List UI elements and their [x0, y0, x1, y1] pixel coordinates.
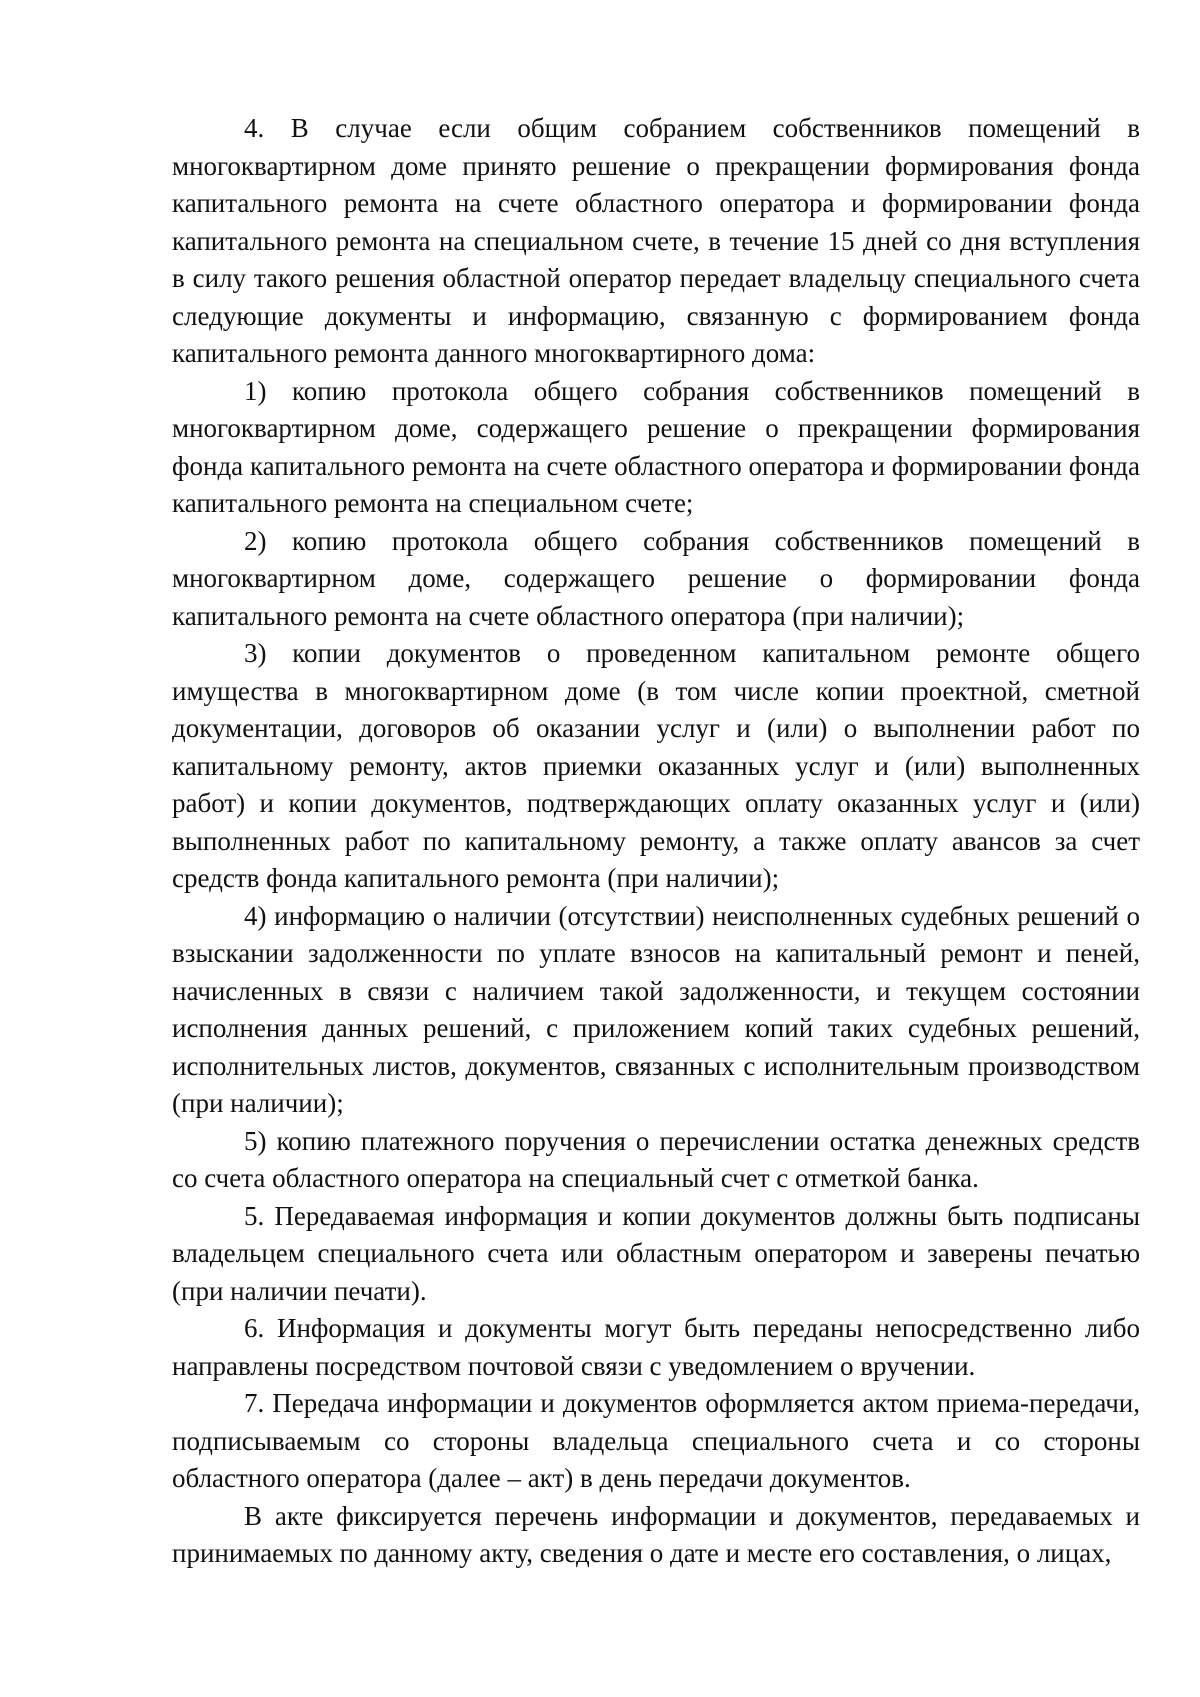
paragraph-item-6: 6. Информация и документы могут быть переданы непосредственно либо направлены посредством почтовой связи с уведомлением о вручении. — [172, 1313, 1140, 1381]
paragraph-item-4: 4. В случае если общим собранием собственников помещений в многоквартирном доме принято решение о прекращении формирования фонда капитального ремонта на счете областного оператора и формировании фонда капитального ремонта на специальном счете, в течение 15 дней со дня вступления в силу такого решения областной оператор передает владельцу специального счета следующие документы и информацию, связанную с формированием фонда капитального ремонта данного многоквартирного дома: — [172, 113, 1140, 368]
paragraph-subitem-5: 5) копию платежного поручения о перечислении остатка денежных средств со счета областного оператора на специальный счет с отметкой банка. — [172, 1125, 1140, 1193]
paragraph-item-5: 5. Передаваемая информация и копии документов должны быть подписаны владельцем специального счета или областным оператором и заверены печатью (при наличии печати). — [172, 1200, 1140, 1306]
paragraph-subitem-4: 4) информацию о наличии (отсутствии) неисполненных судебных решений о взыскании задолженности по уплате взносов на капитальный ремонт и пеней, начисленных в связи с наличием такой задолженности, и текущем состоянии исполнения данных решений, с приложением копий таких судебных решений, исполнительных листов, документов, связанных с исполнительным производством (при наличии); — [172, 900, 1140, 1118]
paragraph-subitem-2: 2) копию протокола общего собрания собственников помещений в многоквартирном доме, содержащего решение о формировании фонда капитального ремонта на счете областного оператора (при наличии); — [172, 525, 1140, 631]
paragraph-subitem-1: 1) копию протокола общего собрания собственников помещений в многоквартирном доме, содержащего решение о прекращении формирования фонда капитального ремонта на счете областного оператора и формировании фонда капитального ремонта на специальном счете; — [172, 375, 1140, 518]
paragraph-act-contents: В акте фиксируется перечень информации и документов, передаваемых и принимаемых по данному акту, сведения о дате и месте его составления, о лицах, — [172, 1500, 1140, 1568]
paragraph-subitem-3: 3) копии документов о проведенном капитальном ремонте общего имущества в многоквартирном доме (в том числе копии проектной, сметной документации, договоров об оказании услуг и (или) о выполнении работ по капитальному ремонту, актов приемки оказанных услуг и (или) выполненных работ) и копии документов, подтверждающих оплату оказанных услуг и (или) выполненных работ по капитальному ремонту, а также оплату авансов за счет средств фонда капитального ремонта (при наличии); — [172, 638, 1140, 893]
document-body — [172, 110, 1140, 1573]
paragraph-item-7: 7. Передача информации и документов оформляется актом приема-передачи, подписываемым со стороны владельца специального счета и со стороны областного оператора (далее – акт) в день передачи документов. — [172, 1388, 1140, 1493]
